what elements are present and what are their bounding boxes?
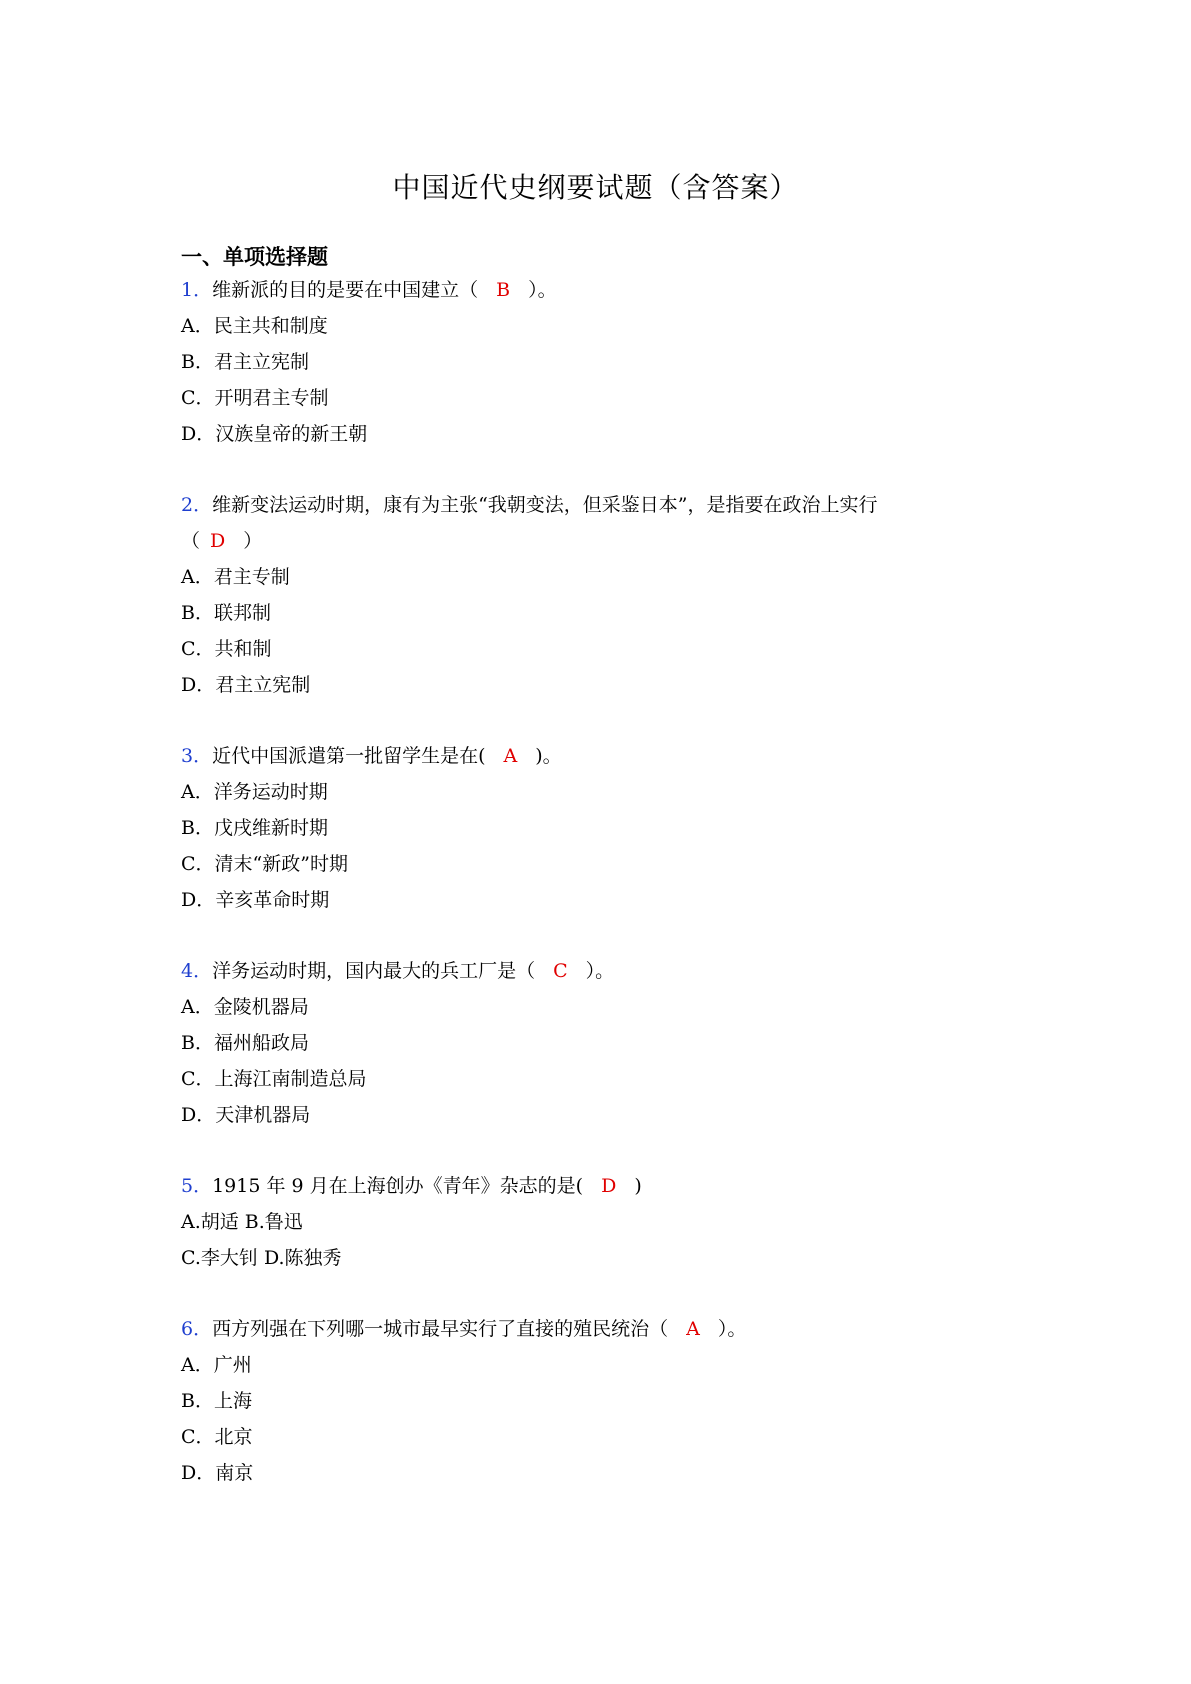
question-4 <box>181 953 1021 1133</box>
question-text: 近代中国派遣第一批留学生是在( <box>212 745 486 767</box>
option-c: C．北京 <box>181 1426 253 1448</box>
option-b: B．戊戌维新时期 <box>181 817 328 839</box>
option-c: C．共和制 <box>181 638 272 660</box>
option-a: A．民主共和制度 <box>181 315 328 337</box>
option-row-ab: A.胡适 B.鲁迅 <box>181 1211 303 1233</box>
option-b: B．君主立宪制 <box>181 351 309 373</box>
option-c: C．清末“新政”时期 <box>181 853 348 875</box>
question-5 <box>181 1168 1021 1276</box>
option-d: D．君主立宪制 <box>181 674 311 696</box>
option-c: C．上海江南制造总局 <box>181 1068 367 1090</box>
question-2 <box>181 487 1021 703</box>
close-paren: ） <box>243 530 263 552</box>
question-number: 5． <box>181 1175 213 1197</box>
answer-mark: A <box>686 1318 700 1340</box>
question-stem <box>181 272 1021 308</box>
question-3 <box>181 738 1021 918</box>
question-stem <box>181 1168 1021 1204</box>
option-d: D．辛亥革命时期 <box>181 889 330 911</box>
question-stem-continued <box>181 523 1021 559</box>
question-text-end: ) <box>634 1175 642 1197</box>
question-text: 维新派的目的是要在中国建立（ <box>212 279 479 301</box>
section-heading: 一、单项选择题 <box>181 245 328 269</box>
option-b: B．联邦制 <box>181 602 271 624</box>
question-number: 3． <box>181 745 213 767</box>
question-text: 洋务运动时期，国内最大的兵工厂是（ <box>212 960 536 982</box>
question-text-end: )。 <box>535 745 562 767</box>
question-stem <box>181 487 1021 523</box>
answer-mark: D <box>210 530 226 552</box>
question-text: 维新变法运动时期，康有为主张“我朝变法，但采鉴日本”，是指要在政治上实行 <box>212 494 878 516</box>
question-1 <box>181 272 1021 452</box>
option-b: B．福州船政局 <box>181 1032 309 1054</box>
question-number: 2． <box>181 494 213 516</box>
answer-mark: B <box>496 279 511 301</box>
question-text-end: ）。 <box>717 1318 747 1340</box>
option-a: A．君主专制 <box>181 566 290 588</box>
question-number: 6． <box>181 1318 213 1340</box>
open-paren: （ <box>181 530 201 552</box>
option-d: D．天津机器局 <box>181 1104 311 1126</box>
document-title: 中国近代史纲要试题（含答案） <box>392 171 799 204</box>
option-a: A．广州 <box>181 1354 252 1376</box>
question-text: 西方列强在下列哪一城市最早实行了直接的殖民统治（ <box>212 1318 669 1340</box>
question-list <box>181 272 1021 1526</box>
answer-mark: D <box>601 1175 617 1197</box>
question-6 <box>181 1311 1021 1491</box>
question-stem <box>181 1311 1021 1347</box>
question-text: 1915 年 9 月在上海创办《青年》杂志的是( <box>212 1175 584 1197</box>
option-d: D．南京 <box>181 1462 254 1484</box>
question-text-end: ）。 <box>528 279 557 301</box>
answer-mark: A <box>503 745 518 767</box>
question-number: 4． <box>181 960 213 982</box>
question-stem <box>181 953 1021 989</box>
option-b: B．上海 <box>181 1390 252 1412</box>
option-d: D．汉族皇帝的新王朝 <box>181 423 368 445</box>
question-text-end: ）。 <box>585 960 615 982</box>
option-a: A．金陵机器局 <box>181 996 309 1018</box>
answer-mark: C <box>553 960 568 982</box>
option-a: A．洋务运动时期 <box>181 781 328 803</box>
question-number: 1． <box>181 279 213 301</box>
option-row-cd: C.李大钊 D.陈独秀 <box>181 1247 342 1269</box>
question-stem <box>181 738 1021 774</box>
option-c: C．开明君主专制 <box>181 387 329 409</box>
